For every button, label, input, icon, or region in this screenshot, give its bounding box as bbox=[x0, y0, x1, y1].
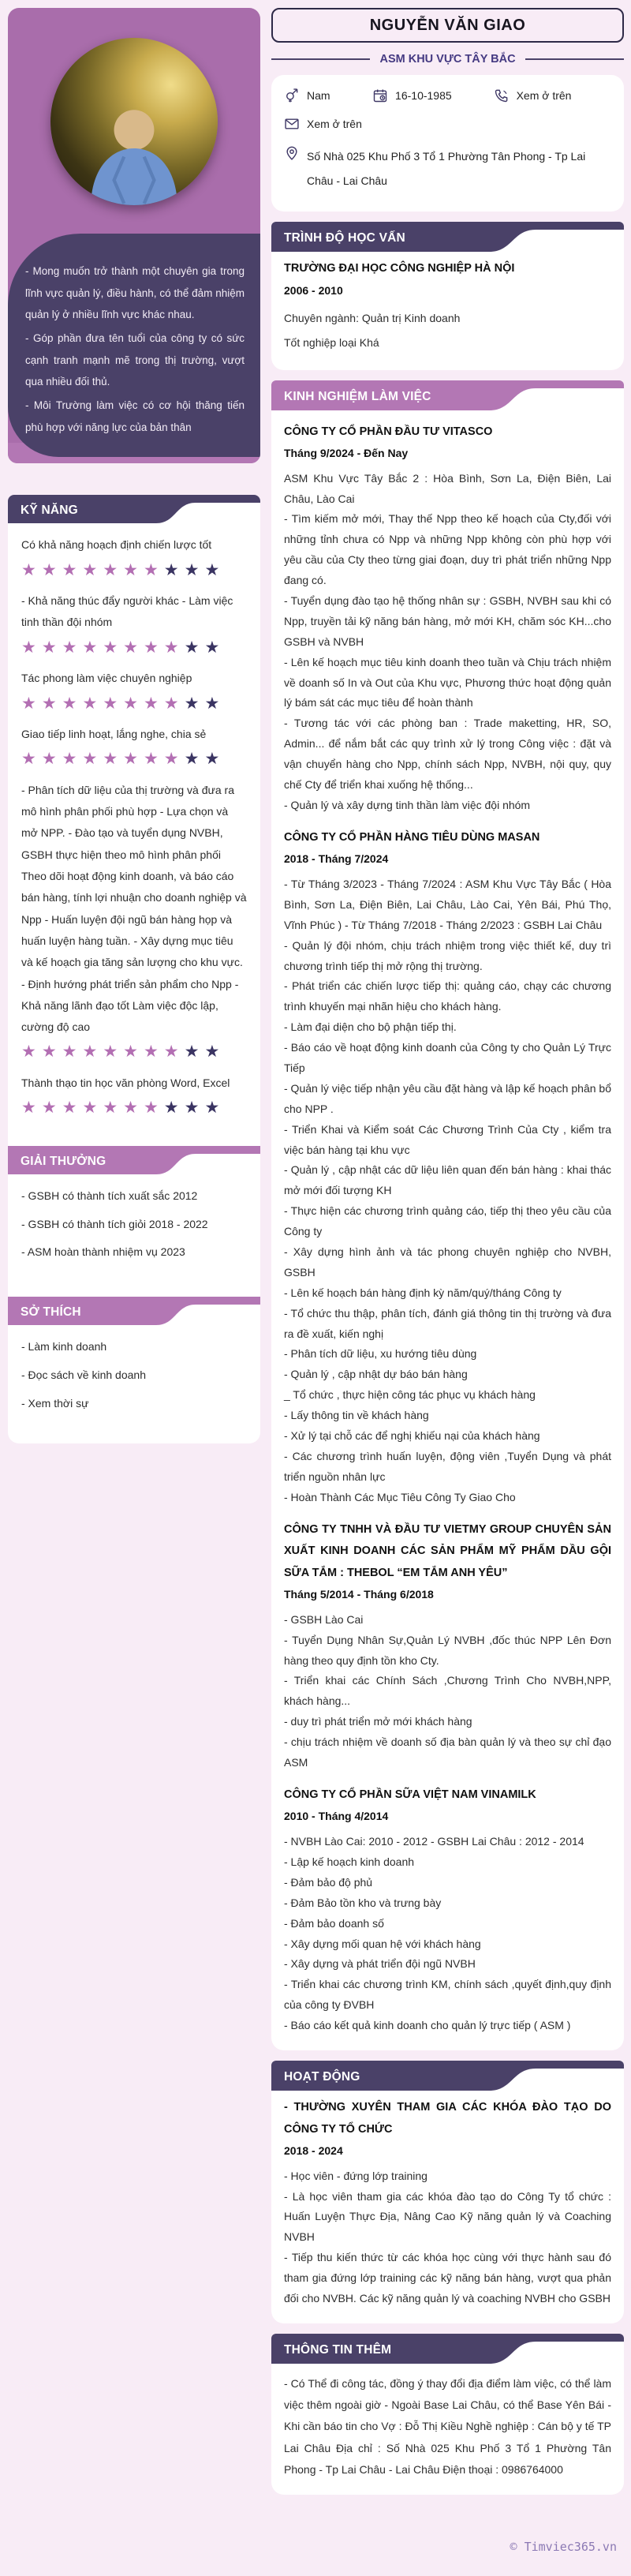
activity-bullet: - Học viên - đứng lớp training bbox=[284, 2169, 428, 2182]
education-header: TRÌNH ĐỘ HỌC VẤN bbox=[284, 231, 405, 245]
job-bullet: - duy trì phát triển mở mới khách hàng bbox=[284, 1715, 472, 1728]
star-filled-icon: ★ bbox=[103, 750, 124, 769]
star-filled-icon: ★ bbox=[163, 1043, 185, 1061]
star-empty-icon: ★ bbox=[184, 694, 205, 713]
job-entry bbox=[284, 1519, 611, 1773]
activities-section bbox=[271, 2061, 624, 2323]
hobby-item: - Đọc sách về kinh doanh bbox=[21, 1368, 146, 1381]
star-filled-icon: ★ bbox=[62, 1043, 83, 1061]
skills-section-banner bbox=[8, 495, 260, 523]
star-filled-icon: ★ bbox=[123, 1043, 144, 1061]
photo-area bbox=[8, 8, 260, 235]
experience-section bbox=[271, 380, 624, 2050]
job-bullet: - Đảm bảo doanh số bbox=[284, 1916, 384, 1930]
star-filled-icon: ★ bbox=[123, 1099, 144, 1118]
star-filled-icon: ★ bbox=[41, 560, 62, 579]
activity-bullets bbox=[284, 2166, 611, 2309]
email-value: Xem ở trên bbox=[307, 118, 362, 131]
skill-rating-stars bbox=[21, 747, 247, 772]
star-empty-icon: ★ bbox=[204, 694, 226, 713]
job-company: CÔNG TY CỔ PHẦN HÀNG TIÊU DÙNG MASAN bbox=[284, 830, 540, 844]
star-empty-icon: ★ bbox=[204, 1099, 226, 1118]
profile-photo bbox=[50, 38, 218, 205]
star-filled-icon: ★ bbox=[103, 560, 124, 579]
star-filled-icon: ★ bbox=[163, 750, 185, 769]
star-filled-icon: ★ bbox=[143, 560, 164, 579]
star-filled-icon: ★ bbox=[41, 694, 62, 713]
education-content bbox=[271, 252, 624, 369]
star-filled-icon: ★ bbox=[62, 1099, 83, 1118]
job-entry bbox=[284, 827, 611, 1508]
skill-label: Thành thạo tin học văn phòng Word, Excel bbox=[21, 1076, 230, 1089]
phone-icon bbox=[494, 88, 510, 103]
star-filled-icon: ★ bbox=[62, 638, 83, 657]
star-empty-icon: ★ bbox=[163, 560, 185, 579]
star-filled-icon: ★ bbox=[143, 1043, 164, 1061]
skills-list bbox=[8, 523, 260, 1125]
award-item: - ASM hoàn thành nhiệm vụ 2023 bbox=[21, 1245, 185, 1259]
star-filled-icon: ★ bbox=[82, 750, 103, 769]
hobbies-section-banner bbox=[8, 1297, 260, 1325]
job-bullet: - Thực hiện các chương trình quảng cáo, tiếp thị theo yêu cầu của Công ty bbox=[284, 1204, 611, 1238]
job-company: CÔNG TY TNHH VÀ ĐẦU TƯ VIETMY GROUP CHUYÊN SẢN XUẤT KINH DOANH CÁC SẢN PHẨM MỸ PHẨM DẦU GỘI SỮA TẮM : THEBOL “EM TẮM ANH YÊU” bbox=[284, 1522, 611, 1579]
activity-bullet: - Là học viên tham gia các khóa đào tạo do Công Ty tổ chức : Huấn Luyện Thực Địa, Nâng Cao Kỹ năng quản lý và Coaching NVBH bbox=[284, 2189, 611, 2244]
star-filled-icon: ★ bbox=[103, 694, 124, 713]
job-bullet: - Lên kế hoạch mục tiêu kinh doanh theo tuần và Chịu trách nhiệm về doanh số In và Out của Khu vực, Phương thức hoạt động quản lý bám sát các mục tiêu để hoàn thành bbox=[284, 655, 611, 710]
job-entry bbox=[284, 421, 611, 816]
education-detail-line: Chuyên ngành: Quản trị Kinh doanh bbox=[284, 311, 461, 324]
skill-item bbox=[21, 668, 247, 716]
hobbies-header: SỞ THÍCH bbox=[21, 1305, 81, 1320]
education-section bbox=[271, 222, 624, 369]
skill-item bbox=[21, 780, 247, 1065]
star-filled-icon: ★ bbox=[123, 638, 144, 657]
additional-info-banner bbox=[271, 2334, 624, 2364]
gender-icon bbox=[284, 88, 300, 103]
sidebar-card bbox=[8, 495, 260, 1443]
award-item: - GSBH có thành tích xuất sắc 2012 bbox=[21, 1189, 198, 1202]
skill-item bbox=[21, 1073, 247, 1121]
experience-banner bbox=[271, 380, 624, 410]
star-empty-icon: ★ bbox=[204, 560, 226, 579]
job-bullet: - chịu trách nhiệm về doanh số địa bàn quản lý và theo sự chỉ đạo ASM bbox=[284, 1735, 611, 1769]
job-bullet: - Xử lý tại chỗ các để nghị khiếu nại của khách hàng bbox=[284, 1428, 540, 1442]
skill-item bbox=[21, 534, 247, 582]
additional-info-content bbox=[271, 2364, 624, 2495]
school-name: TRƯỜNG ĐẠI HỌC CÔNG NGHIỆP HÀ NỘI bbox=[284, 262, 515, 275]
experience-header: KINH NGHIỆM LÀM VIỆC bbox=[284, 389, 431, 403]
star-filled-icon: ★ bbox=[21, 694, 42, 713]
additional-info-section bbox=[271, 2334, 624, 2495]
dob-field bbox=[372, 87, 494, 104]
star-filled-icon: ★ bbox=[143, 638, 164, 657]
title-rule-left bbox=[271, 58, 370, 60]
star-empty-icon: ★ bbox=[184, 1099, 205, 1118]
job-bullet: - Quản lý , cập nhật các dữ liệu liên quan đến bán hàng : khai thác mở mới đối tượng KH bbox=[284, 1163, 611, 1197]
job-company: CÔNG TY CỔ PHẦN ĐẦU TƯ VITASCO bbox=[284, 425, 493, 438]
star-filled-icon: ★ bbox=[41, 750, 62, 769]
gender-field bbox=[284, 87, 372, 104]
star-filled-icon: ★ bbox=[21, 1043, 42, 1061]
star-filled-icon: ★ bbox=[41, 638, 62, 657]
job-entry bbox=[284, 1784, 611, 2036]
objective-line: - Môi Trường làm việc có cơ hội thăng tiến phù hợp với năng lực của bản thân bbox=[25, 399, 245, 433]
hobbies-list bbox=[8, 1325, 260, 1427]
hobby-item: - Xem thời sự bbox=[21, 1396, 89, 1410]
education-banner bbox=[271, 222, 624, 252]
site-credit: © Timviec365.vn bbox=[510, 2540, 617, 2555]
activity-bullet: - Tiếp thu kiến thức từ các khóa học cùng với thực hành sau đó tham gia đứng lớp training các kỹ năng bán hàng, vượt qua phản đối cho NVBH. Các kỹ năng quản lý và coaching NVBH cho GSBH bbox=[284, 2251, 611, 2305]
skill-label: Giao tiếp linh hoạt, lắng nghe, chia sẻ bbox=[21, 728, 207, 741]
skill-rating-stars bbox=[21, 691, 247, 717]
phone-field bbox=[494, 87, 572, 104]
activity-org: - THƯỜNG XUYÊN THAM GIA CÁC KHÓA ĐÀO TẠO DO CÔNG TY TỔ CHỨC bbox=[284, 2100, 611, 2136]
gender-value: Nam bbox=[307, 89, 330, 102]
skill-item bbox=[21, 590, 247, 660]
title-rule-right bbox=[525, 58, 624, 60]
activity-period: 2018 - 2024 bbox=[284, 2144, 343, 2158]
skill-rating-stars bbox=[21, 558, 247, 583]
star-empty-icon: ★ bbox=[204, 638, 226, 657]
experience-content bbox=[271, 410, 624, 2050]
job-bullet: - Lên kế hoạch bán hàng định kỳ năm/quý/tháng Công ty bbox=[284, 1286, 562, 1299]
name-box bbox=[271, 8, 624, 43]
star-filled-icon: ★ bbox=[62, 750, 83, 769]
job-period: Tháng 9/2024 - Đến Nay bbox=[284, 447, 409, 460]
star-filled-icon: ★ bbox=[21, 560, 42, 579]
star-filled-icon: ★ bbox=[21, 638, 42, 657]
job-bullet: - Quản lý và xây dựng tinh thần làm việc đội nhóm bbox=[284, 798, 531, 811]
job-bullet: - Báo cáo về hoạt động kinh doanh của Công ty cho Quản Lý Trực Tiếp bbox=[284, 1041, 611, 1074]
job-bullet: - Từ Tháng 3/2023 - Tháng 7/2024 : ASM Khu Vực Tây Bắc ( Hòa Bình, Sơn La, Điện Biên, Lai Châu, Lào Cai, Yên Bái, Phú Thọ, Vĩnh Phúc ) - Từ Tháng 7/2018 - Tháng 2/2023 : GSBH Lai Châu bbox=[284, 877, 611, 931]
mail-icon bbox=[284, 116, 300, 132]
contact-card bbox=[271, 75, 624, 212]
phone-value: Xem ở trên bbox=[516, 89, 572, 102]
star-empty-icon: ★ bbox=[184, 1043, 205, 1061]
job-period: 2010 - Tháng 4/2014 bbox=[284, 1810, 389, 1823]
skill-label: - Khả năng thúc đẩy người khác - Làm việc tinh thần đội nhóm bbox=[21, 594, 233, 629]
skill-label: Có khả năng hoạch định chiến lược tốt bbox=[21, 538, 212, 552]
star-filled-icon: ★ bbox=[143, 750, 164, 769]
job-bullet: - Lấy thông tin về khách hàng bbox=[284, 1409, 429, 1422]
job-bullet: - Triển Khai và Kiểm soát Các Chương Trình Của Cty , kiểm tra việc bán hàng tại khu vực bbox=[284, 1122, 611, 1156]
calendar-icon bbox=[372, 88, 388, 103]
additional-info-header: THÔNG TIN THÊM bbox=[284, 2342, 392, 2357]
job-bullet: - Xây dựng mối quan hệ với khách hàng bbox=[284, 1937, 481, 1950]
star-filled-icon: ★ bbox=[143, 1099, 164, 1118]
career-objective bbox=[8, 234, 260, 457]
skill-label: Tác phong làm việc chuyên nghiệp bbox=[21, 672, 192, 685]
star-filled-icon: ★ bbox=[163, 638, 185, 657]
star-filled-icon: ★ bbox=[82, 560, 103, 579]
star-empty-icon: ★ bbox=[204, 1043, 226, 1061]
contact-row-2 bbox=[284, 115, 611, 133]
job-bullet: - Báo cáo kết quả kinh doanh cho quản lý trực tiếp ( ASM ) bbox=[284, 2019, 571, 2032]
candidate-title: ASM KHU VỰC TÂY BẮC bbox=[379, 53, 516, 66]
job-period: 2018 - Tháng 7/2024 bbox=[284, 852, 389, 866]
star-empty-icon: ★ bbox=[184, 638, 205, 657]
job-bullet: - Làm đại diện cho bộ phận tiếp thị. bbox=[284, 1020, 457, 1034]
star-empty-icon: ★ bbox=[184, 560, 205, 579]
activities-banner bbox=[271, 2061, 624, 2091]
star-filled-icon: ★ bbox=[163, 694, 185, 713]
star-filled-icon: ★ bbox=[21, 750, 42, 769]
star-filled-icon: ★ bbox=[103, 1099, 124, 1118]
job-bullet: - Tương tác với các phòng ban : Trade maketting, HR, SO, Admin... để nắm bắt các quy trình xử lý trong Công việc : đặt và vận chuyển hàng cho Npp, chính sách Npp, NVBH, nội quy, quy chế Cty để triển khai xuống hệ thống... bbox=[284, 717, 611, 792]
main-column bbox=[271, 8, 624, 2505]
contact-row-3 bbox=[284, 144, 611, 193]
skills-header: KỸ NĂNG bbox=[21, 504, 78, 518]
star-filled-icon: ★ bbox=[123, 694, 144, 713]
skill-item bbox=[21, 724, 247, 772]
star-filled-icon: ★ bbox=[143, 694, 164, 713]
education-details bbox=[284, 306, 611, 356]
star-filled-icon: ★ bbox=[62, 694, 83, 713]
job-bullet: - Xây dựng và phát triển đội ngũ NVBH bbox=[284, 1957, 476, 1971]
skill-rating-stars bbox=[21, 1039, 247, 1065]
job-period: Tháng 5/2014 - Tháng 6/2018 bbox=[284, 1588, 434, 1601]
star-filled-icon: ★ bbox=[82, 694, 103, 713]
job-bullet: - Quản lý việc tiếp nhận yêu cầu đặt hàng và lập kế hoạch phân bổ cho NPP . bbox=[284, 1081, 611, 1115]
job-bullet: - Đảm bảo độ phủ bbox=[284, 1875, 373, 1889]
job-bullet: - Hoàn Thành Các Mục Tiêu Công Ty Giao Cho bbox=[284, 1490, 516, 1503]
job-bullet: - Triển khai các Chính Sách ,Chương Trình Cho NVBH,NPP, khách hàng... bbox=[284, 1674, 611, 1708]
star-filled-icon: ★ bbox=[41, 1099, 62, 1118]
job-bullet: - Xây dựng hình ảnh và tác phong chuyên nghiệp cho NVBH, GSBH bbox=[284, 1245, 611, 1279]
job-bullet: - NVBH Lào Cai: 2010 - 2012 - GSBH Lai Châu : 2012 - 2014 bbox=[284, 1835, 584, 1848]
location-icon bbox=[284, 145, 300, 161]
address-value: Số Nhà 025 Khu Phố 3 Tổ 1 Phường Tân Phong - Tp Lai Châu - Lai Châu bbox=[307, 149, 586, 187]
job-bullet: - Triển khai các chương trình KM, chính sách ,quyết định,quy định của công ty ĐVBH bbox=[284, 1978, 611, 2012]
star-filled-icon: ★ bbox=[123, 750, 144, 769]
activities-header: HOẠT ĐỘNG bbox=[284, 2069, 360, 2084]
star-filled-icon: ★ bbox=[82, 1099, 103, 1118]
star-filled-icon: ★ bbox=[21, 1099, 42, 1118]
sidebar bbox=[8, 8, 260, 2505]
additional-info-text: - Có Thể đi công tác, đồng ý thay đổi địa điểm làm việc, có thể làm việc thêm ngoài giờ - Ngoài Base Lai Châu, có thể Base Yên Bái - Khi cần báo tin cho Vợ : Đỗ Thị Kiều Nghề nghiệp : Cán bộ y tế TP Lai Châu Địa chỉ : Số Nhà 025 Khu Phố 3 Tổ 1 Phường Tân Phong - Tp Lai Châu - Lai Châu Điện thoại : 0986764000 bbox=[284, 2376, 611, 2477]
objective-line: - Mong muốn trở thành một chuyên gia trong lĩnh vực quản lý, điều hành, có thể đảm nhiệm quản lý ở nhiều lĩnh vực khác nhau. bbox=[25, 265, 245, 321]
star-filled-icon: ★ bbox=[41, 1043, 62, 1061]
star-empty-icon: ★ bbox=[184, 750, 205, 769]
job-bullet: - GSBH Lào Cai bbox=[284, 1612, 364, 1626]
job-bullet: _ Tổ chức , thực hiện công tác phục vụ khách hàng bbox=[284, 1388, 536, 1402]
address-field bbox=[284, 144, 611, 193]
star-filled-icon: ★ bbox=[103, 1043, 124, 1061]
job-bullet: - Phân tích dữ liệu, xu hướng tiêu dùng bbox=[284, 1347, 477, 1361]
job-bullet: - Lập kế hoạch kinh doanh bbox=[284, 1855, 415, 1868]
skill-rating-stars bbox=[21, 635, 247, 661]
job-bullet: - Quản lý đội nhóm, chịu trách nhiệm trong việc thiết kế, duy trì chương trình tiếp thị mở rộng thị trường. bbox=[284, 938, 611, 972]
job-bullet: - Tìm kiếm mở mới, Thay thế Npp theo kế hoạch của Cty,đối với những tỉnh chưa có Npp và những Npp không còn phù hợp với yêu cầu của Cty theo từng giai đoạn, duy trì phát triển những Npp đang có. bbox=[284, 512, 611, 587]
star-filled-icon: ★ bbox=[82, 1043, 103, 1061]
star-empty-icon: ★ bbox=[204, 750, 226, 769]
job-company: CÔNG TY CỔ PHẦN SỮA VIỆT NAM VINAMILK bbox=[284, 1788, 536, 1801]
job-bullet: - Đảm Bảo tồn kho và trưng bày bbox=[284, 1896, 442, 1909]
job-bullet: - Tổ chức thu thập, phân tích, đánh giá thông tin thị trường và đưa ra đề xuất, kiến nghị bbox=[284, 1306, 611, 1340]
job-bullet: - Tuyển Dụng Nhân Sự,Quản Lý NVBH ,đốc thúc NPP Lên Đơn hàng theo quy định tồn kho Cty. bbox=[284, 1633, 611, 1667]
job-bullet: - Phát triển các chiến lược tiếp thị: quảng cáo, chạy các chương trình khuyến mại nhãn hiệu cho khách hàng. bbox=[284, 979, 611, 1013]
skill-label: - Phân tích dữ liệu của thị trường và đưa ra mô hình phân phối phù hợp - Lựa chọn và mở NPP. - Đào tạo và tuyển dụng NVBH, GSBH thực hiện theo mô hình phân phối Theo dõi hoạt động kinh doanh, và báo cáo bán hàng, tính lợi nhuận cho doanh nghiệp và Npp - Huấn luyện đội ngũ bán hàng họp và huấn luyện hàng tuần. - Xây dựng mục tiêu và kế hoạch gia tăng sản lượng cho khu vực. - Định hướng phát triển sản phẩm cho Npp - Khả năng lãnh đạo tốt Làm việc độc lập, cường độ cao bbox=[21, 783, 247, 1034]
hobby-item: - Làm kinh doanh bbox=[21, 1340, 107, 1354]
skill-rating-stars bbox=[21, 1095, 247, 1121]
job-bullet: - Quản lý , cập nhật dự báo bán hàng bbox=[284, 1368, 468, 1381]
awards-section-banner bbox=[8, 1146, 260, 1174]
dob-value: 16-10-1985 bbox=[395, 89, 452, 102]
candidate-name: NGUYỄN VĂN GIAO bbox=[369, 16, 526, 34]
objective-line: - Góp phần đưa tên tuổi của công ty có sức cạnh tranh mạnh mẽ trong thị trường, vượt qua nhiều đối thủ. bbox=[25, 332, 245, 388]
job-bullet: - Các chương trình huấn luyện, động viên ,Tuyển Dụng và phát triển nguồn nhân lực bbox=[284, 1449, 611, 1483]
award-item: - GSBH có thành tích giỏi 2018 - 2022 bbox=[21, 1217, 208, 1230]
job-bullet: ASM Khu Vực Tây Bắc 2 : Hòa Bình, Sơn La, Điện Biên, Lai Châu, Lào Cai bbox=[284, 471, 611, 505]
person-silhouette-icon bbox=[50, 93, 218, 205]
star-empty-icon: ★ bbox=[163, 1099, 185, 1118]
email-field bbox=[284, 115, 362, 133]
contact-row-1 bbox=[284, 87, 611, 104]
activities-content bbox=[271, 2091, 624, 2323]
awards-header: GIẢI THƯỞNG bbox=[21, 1154, 106, 1168]
education-period: 2006 - 2010 bbox=[284, 283, 343, 297]
star-filled-icon: ★ bbox=[123, 560, 144, 579]
star-filled-icon: ★ bbox=[62, 560, 83, 579]
awards-list bbox=[8, 1174, 260, 1276]
job-bullet: - Tuyển dụng đào tạo hệ thống nhân sự : GSBH, NVBH sau khi có Npp, truyền tải kỹ năng bán hàng, mở mới KH, chăm sóc KH...cho GSBH và NVBH bbox=[284, 594, 611, 648]
star-filled-icon: ★ bbox=[82, 638, 103, 657]
star-filled-icon: ★ bbox=[103, 638, 124, 657]
profile-block bbox=[8, 8, 260, 463]
education-detail-line: Tốt nghiệp loại Khá bbox=[284, 336, 379, 350]
title-row bbox=[271, 53, 624, 66]
